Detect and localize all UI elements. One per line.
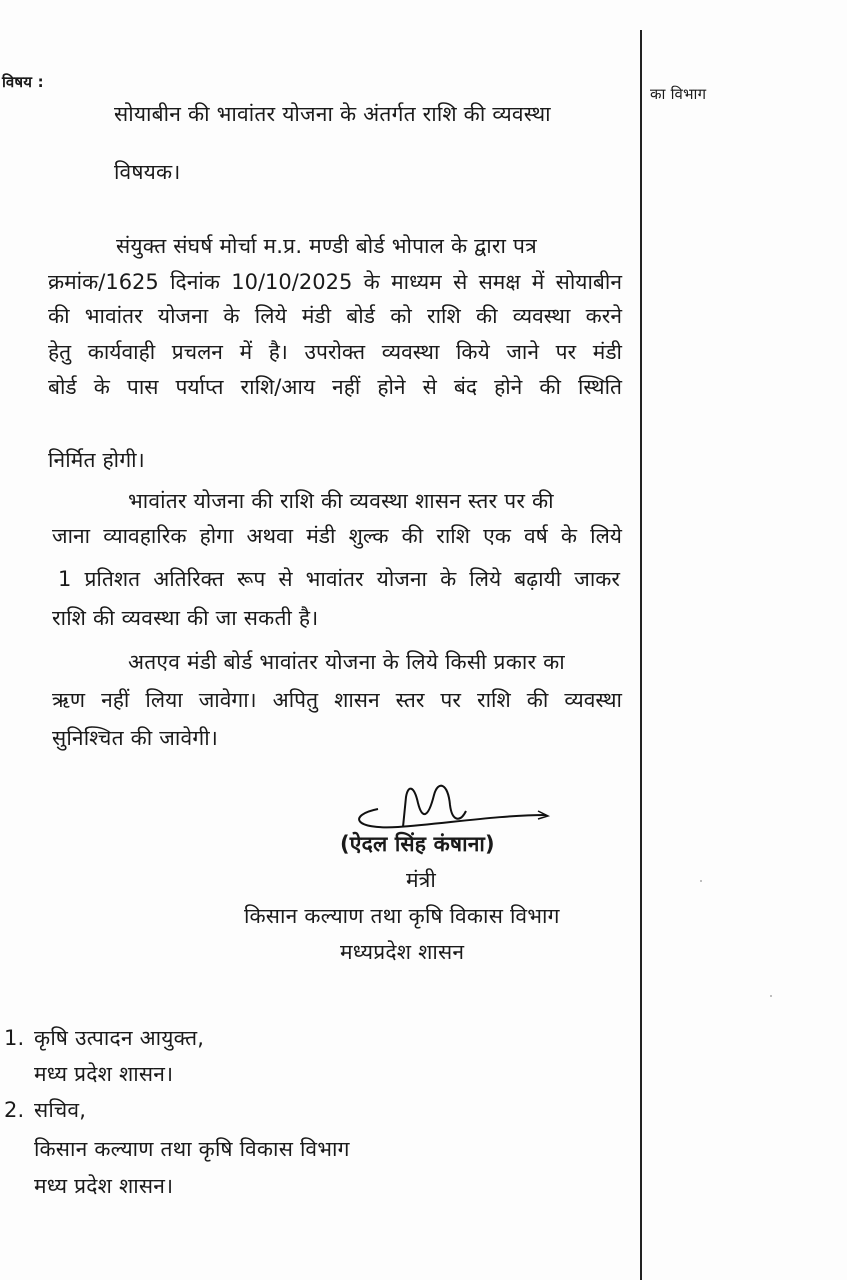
margin-note: का विभाग	[650, 85, 707, 103]
recipient-line: कृषि उत्पादन आयुक्त,	[34, 1026, 205, 1050]
subject-label: विषय :	[2, 73, 44, 91]
subject-line-2: विषयक।	[114, 160, 181, 184]
para2-line: जाना व्यावहारिक होगा अथवा मंडी शुल्क की राशि एक वर्ष के लिये	[52, 524, 622, 548]
para1-line: हेतु कार्यवाही प्रचलन में है। उपरोक्त व्यवस्था किये जाने पर मंडी	[48, 340, 622, 364]
para1-line: निर्मित होगी।	[48, 448, 145, 472]
para3-line: सुनिश्चित की जावेगी।	[52, 726, 218, 750]
para1-line: की भावांतर योजना के लिये मंडी बोर्ड को राशि की व्यवस्था करने	[48, 304, 622, 328]
para3-line: अतएव मंडी बोर्ड भावांतर योजना के लिये किसी प्रकार का	[128, 650, 565, 674]
paper-speck	[700, 880, 702, 882]
subject-line-1: सोयाबीन की भावांतर योजना के अंतर्गत राशि की व्यवस्था	[114, 102, 551, 126]
signatory-department: किसान कल्याण तथा कृषि विकास विभाग	[244, 904, 560, 928]
paper-speck	[770, 995, 772, 997]
para1-line: संयुक्त संघर्ष मोर्चा म.प्र. मण्डी बोर्ड भोपाल के द्वारा पत्र	[116, 234, 537, 258]
para2-line: राशि की व्यवस्था की जा सकती है।	[52, 606, 319, 630]
recipient-line: सचिव,	[34, 1098, 87, 1122]
signatory-designation: मंत्री	[406, 868, 436, 892]
recipient-number: 1.	[4, 1026, 25, 1050]
para2-line: 1 प्रतिशत अतिरिक्त रूप से भावांतर योजना के लिये बढ़ायी जाकर	[58, 567, 620, 591]
signatory-government: मध्यप्रदेश शासन	[340, 940, 465, 964]
para1-line: बोर्ड के पास पर्याप्त राशि/आय नहीं होने से बंद होने की स्थिति	[48, 375, 622, 399]
recipient-line: मध्य प्रदेश शासन।	[34, 1174, 174, 1198]
recipient-line: मध्य प्रदेश शासन।	[34, 1062, 174, 1086]
para2-line: भावांतर योजना की राशि की व्यवस्था शासन स्तर पर की	[128, 489, 554, 513]
margin-rule	[640, 30, 642, 1280]
recipient-line: किसान कल्याण तथा कृषि विकास विभाग	[34, 1137, 350, 1161]
signatory-name: (ऐदल सिंह कंषाना)	[340, 832, 495, 856]
para1-line: क्रमांक/1625 दिनांक 10/10/2025 के माध्यम से समक्ष में सोयाबीन	[48, 270, 622, 294]
para3-line: ऋण नहीं लिया जावेगा। अपितु शासन स्तर पर राशि की व्यवस्था	[52, 688, 622, 712]
recipient-number: 2.	[4, 1098, 25, 1122]
